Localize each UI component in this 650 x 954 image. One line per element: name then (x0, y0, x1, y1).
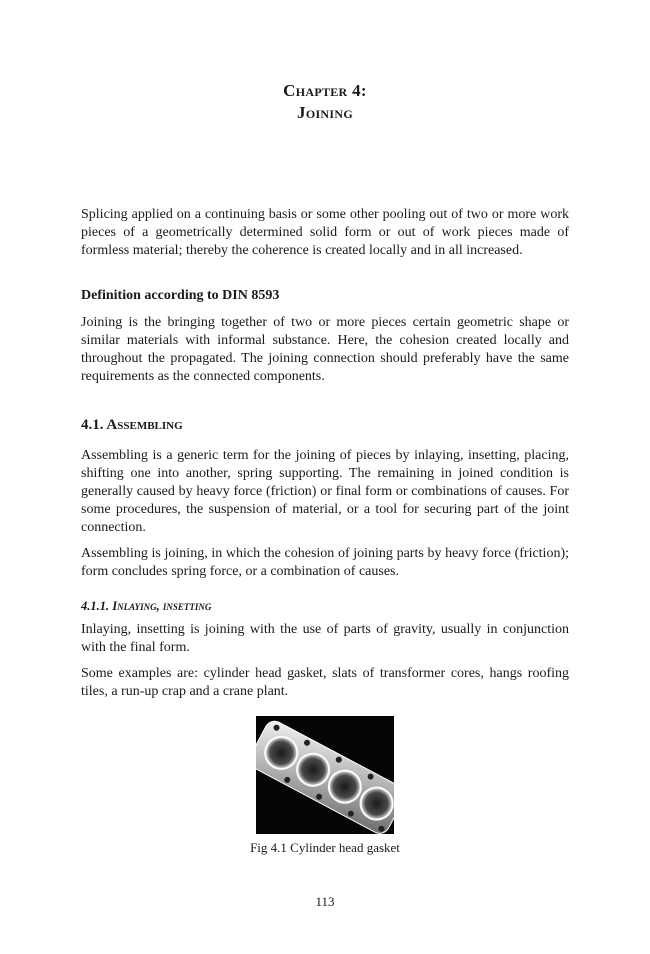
subsection-paragraph-1: Inlaying, insetting is joining with the use of parts of gravity, usually in conjunction with the final form. (81, 622, 569, 655)
intro-block (81, 206, 569, 260)
definition-paragraph: Joining is the bringing together of two or more pieces certain geometric shape or similar materials with informal substance. Here, the cohesion created locally and throughout the propagated. The joining connection should preferably have the same requirements as the connected components. (81, 315, 569, 384)
chapter-number: Chapter 4: (283, 81, 367, 100)
section-paragraph-1: Assembling is a generic term for the joining of pieces by inlaying, insetting, placing, shifting one into another, spring supporting. The remaining in joined condition is generally caused by heavy force (friction) or final form or combinations of causes. For some procedures, the suspension of material, or a tool for securing part of the joint connection. (81, 448, 569, 535)
figure-caption: Fig 4.1 Cylinder head gasket (250, 840, 400, 855)
section-heading-block (81, 416, 569, 434)
section-paragraph-2: Assembling is joining, in which the cohesion of joining parts by heavy force (friction); form concludes spring force, or a combination of causes. (81, 546, 569, 579)
section-para2-block (81, 545, 569, 581)
subsection-para2-block (81, 665, 569, 701)
subsection-heading-block (81, 598, 569, 614)
gasket-illustration-icon (256, 716, 394, 834)
subsection-paragraph-2: Some examples are: cylinder head gasket, slats of transformer cores, hangs roofing tiles, a run-up crap and a crane plant. (81, 666, 569, 699)
section-para1-block (81, 447, 569, 537)
section-heading: 4.1. Assembling (81, 417, 183, 433)
page-number: 113 (315, 894, 335, 909)
cylinder-head-gasket-photo (256, 716, 394, 834)
chapter-name: Joining (297, 103, 353, 122)
chapter-title (0, 80, 650, 124)
intro-paragraph: Splicing applied on a continuing basis or some other pooling out of two or more work pieces of a geometrically determined solid form or out of work pieces made of formless material; thereby the coherence is created locally and in all increased. (81, 207, 569, 258)
definition-block (81, 287, 569, 305)
subsection-heading: 4.1.1. Inlaying, insetting (81, 599, 212, 613)
definition-heading: Definition according to DIN 8593 (81, 288, 280, 303)
definition-text-block (81, 314, 569, 386)
subsection-para1-block (81, 621, 569, 657)
